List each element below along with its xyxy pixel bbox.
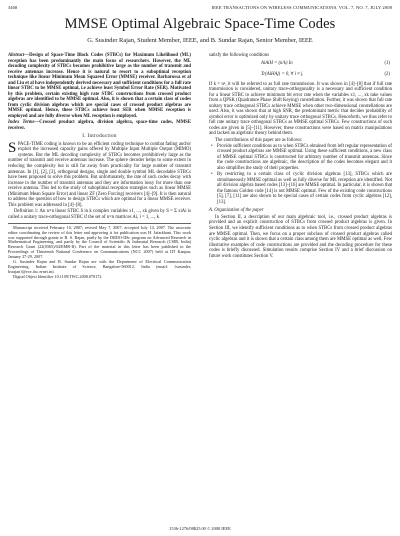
list-item: • By restricting to a certain class of cyclic division algebras [13], STBCs which are simultaneously MMSE optimal as well as fully diverse for ML reception are identified. Not all division algebra based codes [13]–[16] are MMSE optimal. In particular, it is shown that the famous Golden code [14] is not MMSE optimal. Few of the existing code constructions [5], [7], [11] are also shown to be special cases of certain codes from cyclic algebras [12], [13]. (217, 172, 392, 205)
footnote (8, 223, 191, 280)
contributions-list (209, 144, 392, 206)
right-paragraph-1: If k = n², it will be referred to as full rate transmission. It was shown in [4]–[8] that if full rate transmission is considered, unitary trace-orthogonality is a necessary and sufficient condition for a linear STBC to achieve minimum bit error rate when the variables x1, ..., xk take values from a QPSK (Quadrature Phase Shift Keying) constellation. Further, it was shown that full rate unitary trace orthogonal STBCs achieve MMSE when other two-dimensional constellations are used. Also, it was shown that at high SNR, the predominant metric that decides probability of symbol error is optimized only by unitary trace orthogonal STBCs. Henceforth, we thus refer to full rate unitary trace orthogonal STBCs as MMSE optimal STBCs. Few constructions of such codes are given in [5]–[11]. However, these constructions were based on matrix manipulations and lacked an algebraic theory behind them. (209, 81, 392, 137)
definition-1: Definition 1: An n×n linear STBC S in k complex variables x1, ..., xk given by S = Σ xiAi is called a unitary trace-orthogonal STBC if the set of n×n matrices Ai, i = 1, ..., k (8, 208, 191, 220)
index-terms-text: —Crossed product algebra, division algebra, space-time codes, MMSE receiver. (8, 120, 191, 131)
footnote-manuscript: Manuscript received February 10, 2007; revised May 7, 2007; accepted July 14, 2007. The associate editor coordinating the review of this letter and approving it for publication was H. Jafarkhani. This work was supported through grants to B. S. Rajan, partly by the DRDO-IISc program on Advanced Research in Mathematical Engineering, and partly by the Council of Scientific & Industrial Research (CSIR, India) Research Grant (22(0365)/04/EMR-II). Part of the material in this letter has been published in the Proceedings of Thirteenth National Conference on Communications (NCC 2007) held at IIT Kanpur, January 27-29, 2007. (8, 225, 191, 259)
copyright-line: 1536-1276/08$25.00 © 2008 IEEE (169, 526, 231, 531)
equation-1-body: AiAiH = (n/k) In (261, 60, 293, 66)
author-line: G. Susinder Rajan, Student Member, IEEE, and B. Sundar Rajan, Senior Member, IEEE (87, 37, 313, 44)
contributions-intro: The contributions of this paper are as follows: (215, 137, 303, 143)
list-item: • Provide sufficient conditions as to when STBCs obtained from left regular representation of crossed product algebras are MMSE optimal. Using these sufficient conditions, a new class of MMSE optimal STBCs is constructed for arbitrary number of transmit antennas. Since the code constructions are algebraic, the description of the codes becomes elegant and it also simplifies the study of their properties. (217, 144, 392, 172)
right-column (209, 53, 392, 260)
equation-2 (209, 71, 392, 81)
section-heading-introduction: I. Introduction (82, 133, 117, 140)
equation-1 (209, 60, 392, 70)
left-column (8, 53, 191, 280)
intro-paragraph (8, 142, 191, 209)
subsection-heading: A. Organization of the paper (209, 208, 264, 214)
journal-name: IEEE TRANSACTIONS ON WIRELESS COMMUNICATIONS, VOL. 7, NO. 7, JULY 2008 (211, 5, 392, 10)
running-header (8, 5, 392, 13)
abstract-label: Abstract (8, 53, 25, 58)
drop-cap: S (8, 140, 17, 157)
footnote-doi: Digital Object Identifier 10.1109/TWC.2008.070172 (13, 274, 102, 280)
index-terms-label: Index Terms (8, 120, 35, 126)
paper-title: MMSE Optimal Algebraic Space-Time Codes (64, 16, 336, 32)
index-terms (8, 120, 191, 131)
equation-2-number: (2) (384, 71, 390, 77)
abstract (8, 53, 191, 120)
page-number: 3468 (8, 5, 18, 10)
organization-paragraph: In Section II, a description of our main algebraic tool, i.e., crossed product algebras is provided and an explicit construction of STBCs from crossed product algebras is given. In Section III, we identify sufficient conditions as to when STBCs from crossed product algebras are MMSE optimal. Then, we focus on a proper subclass of crossed product algebras called cyclic algebras and it is shown that a certain class among them are MMSE optimal as well. Few illustrative examples of code constructions are provided and the decoding procedure for these codes is briefly discussed. Simulation results comprise Section IV and a brief discussion on future work constitutes Section V. (209, 214, 392, 259)
abstract-text: —Design of Space-Time Block Codes (STBCs) for Maximum Likelihood (ML) reception has been predominantly the main focus of researchers. However, the ML decoding complexity of STBCs becomes prohibitive large as the number of transmit and receive antennas increase. Hence it is natural to resort to a suboptimal reception technique like linear Minimum Mean Squared Error (MMSE) receiver. Barbarossa et al and Liu et al have independently derived necessary and sufficient conditions for a full rate linear STBC to be MMSE optimal, i.e achieve least Symbol Error Rate (SER). Motivated by this problem, certain existing high rate STBC constructions from crossed product algebras are identified to be MMSE optimal. Also, it is shown that a certain class of codes from cyclic division algebras which are special cases of crossed product algebras are MMSE optimal. Hence, these STBCs achieve least SER when MMSE reception is employed and are fully diverse when ML reception is employed. (8, 53, 191, 120)
footnote-affiliation: G. Susinder Rajan and B. Sundar Rajan are with the Department of Electrical Communication Engineering, Indian Institute of Science, Bangalore-560012, India (email: {susinder, bsrajan}@ece.iisc.ernet.in). (8, 259, 191, 274)
intro-text: PACE-TIME coding is known to be an efficient coding technique to combat fading and/or exploit the increased capacity gains offered by Multiple Input Multiple Output (MIMO) systems. But the ML decoding complexity of STBCs becomes prohibitively large as the number of transmit and receive antennas increase. The sphere decoder helps to some extent in reducing the complexity but is still far away from practicality for large number of transmit antennas. In [1], [2], [3], orthogonal designs, single and double symbol ML decodable STBCs have been proposed to solve this problem. But unfortunately, the rate of such codes decay with increase in the number of transmit antennas and they are information lossy for more than one receive antenna. This led to the study of suboptimal reception strategies such as linear MMSE (Minimum Mean Square Error) and linear ZF (Zero Forcing) receivers [4]–[9]. It is then natural to address the question of how to design STBCs which are optimal for a linear MMSE receiver. This problem was addressed in [4]–[8]. (8, 141, 191, 208)
equation-1-number: (1) (384, 60, 390, 66)
equation-2-body: Tr(AiHAj) = 0, ∀ i ≠ j. (261, 71, 304, 77)
conditions-intro: satisfy the following conditions (209, 53, 270, 58)
